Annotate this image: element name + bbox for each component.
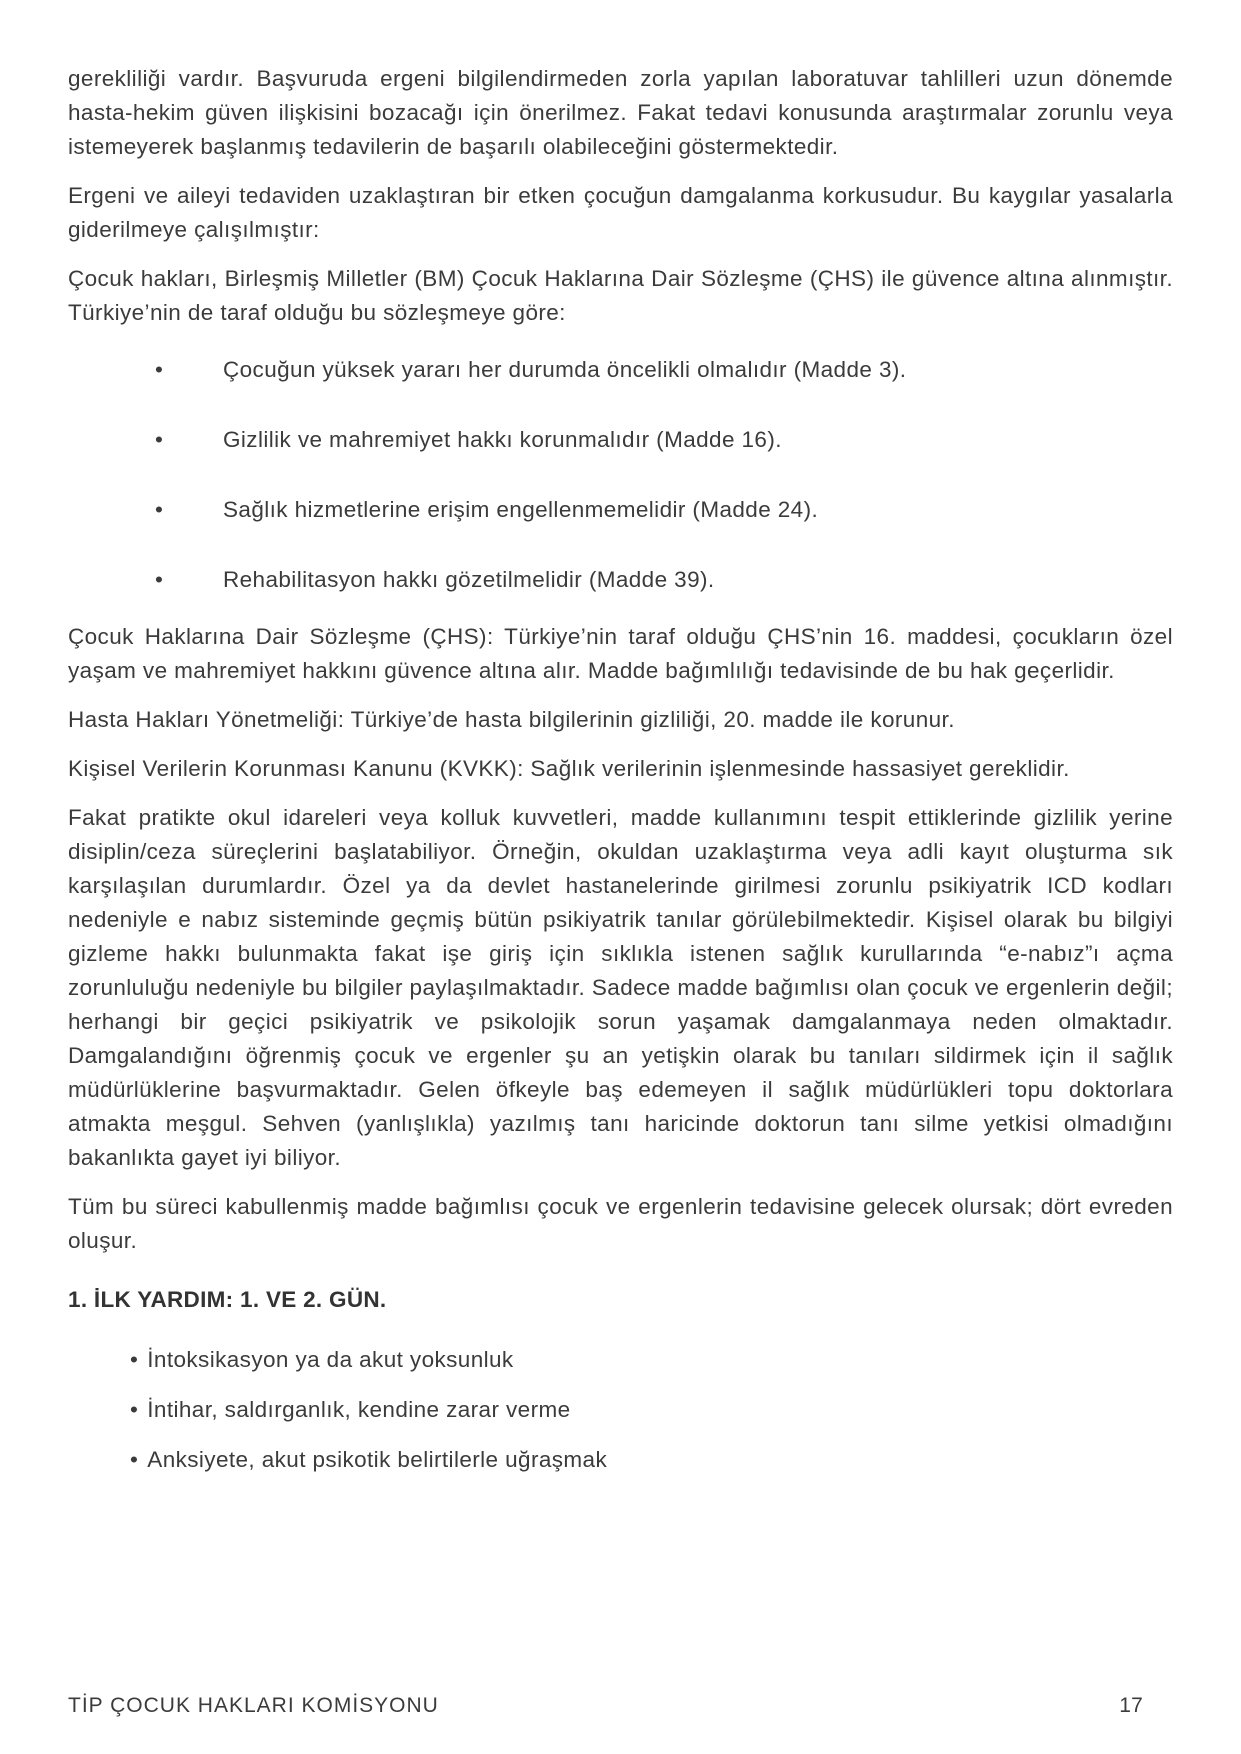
bullet-icon: • (130, 1447, 139, 1472)
section-heading-first-aid: 1. İLK YARDIM: 1. VE 2. GÜN. (68, 1287, 387, 1312)
page-footer (68, 1694, 1173, 1718)
list-item-text: Rehabilitasyon hakkı gözetilmelidir (Madde 39). (223, 567, 715, 592)
paragraph-four-phases: Tüm bu süreci kabullenmiş madde bağımlısı çocuk ve ergenlerin tedavisine gelecek olursak; dört evreden oluşur. (68, 1194, 1173, 1253)
chs-rights-list (68, 353, 1173, 597)
paragraph-practice-stigma: Fakat pratikte okul idareleri veya kolluk kuvvetleri, madde kullanımını tespit ettiklerinde gizlilik yerine disiplin/ceza süreçlerini başlatabiliyor. Örneğin, okuldan uzaklaştırma veya adli kayıt oluşturma sık karşılaşılan durumlardır. Özel ya da devlet hastanelerinde girilmesi zorunlu psikiyatrik ICD kodları nedeniyle e nabız sisteminde geçmiş bütün psikiyatrik tanılar görülebilmektedir. Kişisel olarak bu bilgiyi gizleme hakkı bulunmakta fakat işe giriş için sıklıkla istenen sağlık kurullarında “e-nabız”ı açma zorunluluğu nedeniyle bu bilgiler paylaşılmaktadır. Sadece madde bağımlısı olan çocuk ve ergenlerin değil; herhangi bir geçici psikiyatrik ve psikolojik sorun yaşamak damgalanmaya neden olmaktadır. Damgalandığını öğrenmiş çocuk ve ergenler şu an yetişkin olarak bu tanıları sildirmek için il sağlık müdürlüklerine başvurmaktadır. Gelen öfkeyle baş edemeyen il sağlık müdürlükleri topu doktorlara atmakta meşgul. Sehven (yanlışlıkla) yazılmış tanı haricinde doktorun tanı silme yetkisi olmadığını bakanlıkta gayet iyi biliyor. (68, 805, 1173, 1170)
list-item (68, 493, 1173, 527)
list-item-text: Sağlık hizmetlerine erişim engellenmemelidir (Madde 24). (223, 497, 819, 522)
list-item (68, 563, 1173, 597)
list-item-text: İntoksikasyon ya da akut yoksunluk (147, 1347, 514, 1372)
bullet-icon: • (130, 1347, 139, 1372)
bullet-icon: • (130, 1397, 139, 1422)
paragraph-chs-article16: Çocuk Haklarına Dair Sözleşme (ÇHS): Türkiye’nin taraf olduğu ÇHS’nin 16. maddesi, çocukların özel yaşam ve mahremiyet hakkını güvence altına alır. Madde bağımlılığı tedavisinde de bu hak geçerlidir. (68, 624, 1173, 683)
paragraph-lab-tests: gerekliliği vardır. Başvuruda ergeni bilgilendirmeden zorla yapılan laboratuvar tahlilleri uzun dönemde hasta-hekim güven ilişkisini bozacağı için önerilmez. Fakat tedavi konusunda araştırmalar zorunlu veya istemeyerek başlanmış tedavilerin de başarılı olabileceğini göstermektedir. (68, 66, 1173, 159)
footer-commission-label: TİP ÇOCUK HAKLARI KOMİSYONU (68, 1694, 439, 1717)
list-item (68, 1443, 1173, 1477)
list-item (68, 1343, 1173, 1377)
list-item (68, 1393, 1173, 1427)
paragraph-stigma-fear: Ergeni ve aileyi tedaviden uzaklaştıran bir etken çocuğun damgalanma korkusudur. Bu kaygılar yasalarla giderilmeye çalışılmıştır: (68, 183, 1173, 242)
list-item (68, 423, 1173, 457)
bullet-icon: • (155, 567, 164, 592)
first-aid-list (68, 1343, 1173, 1493)
bullet-icon: • (155, 357, 164, 382)
list-item-text: Çocuğun yüksek yararı her durumda öncelikli olmalıdır (Madde 3). (223, 357, 907, 382)
bullet-icon: • (155, 497, 164, 522)
list-item (68, 353, 1173, 387)
paragraph-chs-intro: Çocuk hakları, Birleşmiş Milletler (BM) Çocuk Haklarına Dair Sözleşme (ÇHS) ile güvence altına alınmıştır. Türkiye’nin de taraf olduğu bu sözleşmeye göre: (68, 266, 1173, 325)
bullet-icon: • (155, 427, 164, 452)
page-number: 17 (1119, 1694, 1143, 1717)
list-item-text: Gizlilik ve mahremiyet hakkı korunmalıdır (Madde 16). (223, 427, 782, 452)
list-item-text: Anksiyete, akut psikotik belirtilerle uğraşmak (147, 1447, 608, 1472)
paragraph-kvkk: Kişisel Verilerin Korunması Kanunu (KVKK): Sağlık verilerinin işlenmesinde hassasiyet gereklidir. (68, 756, 1070, 781)
list-item-text: İntihar, saldırganlık, kendine zarar verme (147, 1397, 571, 1422)
paragraph-patient-rights: Hasta Hakları Yönetmeliği: Türkiye’de hasta bilgilerinin gizliliği, 20. madde ile korunur. (68, 707, 955, 732)
